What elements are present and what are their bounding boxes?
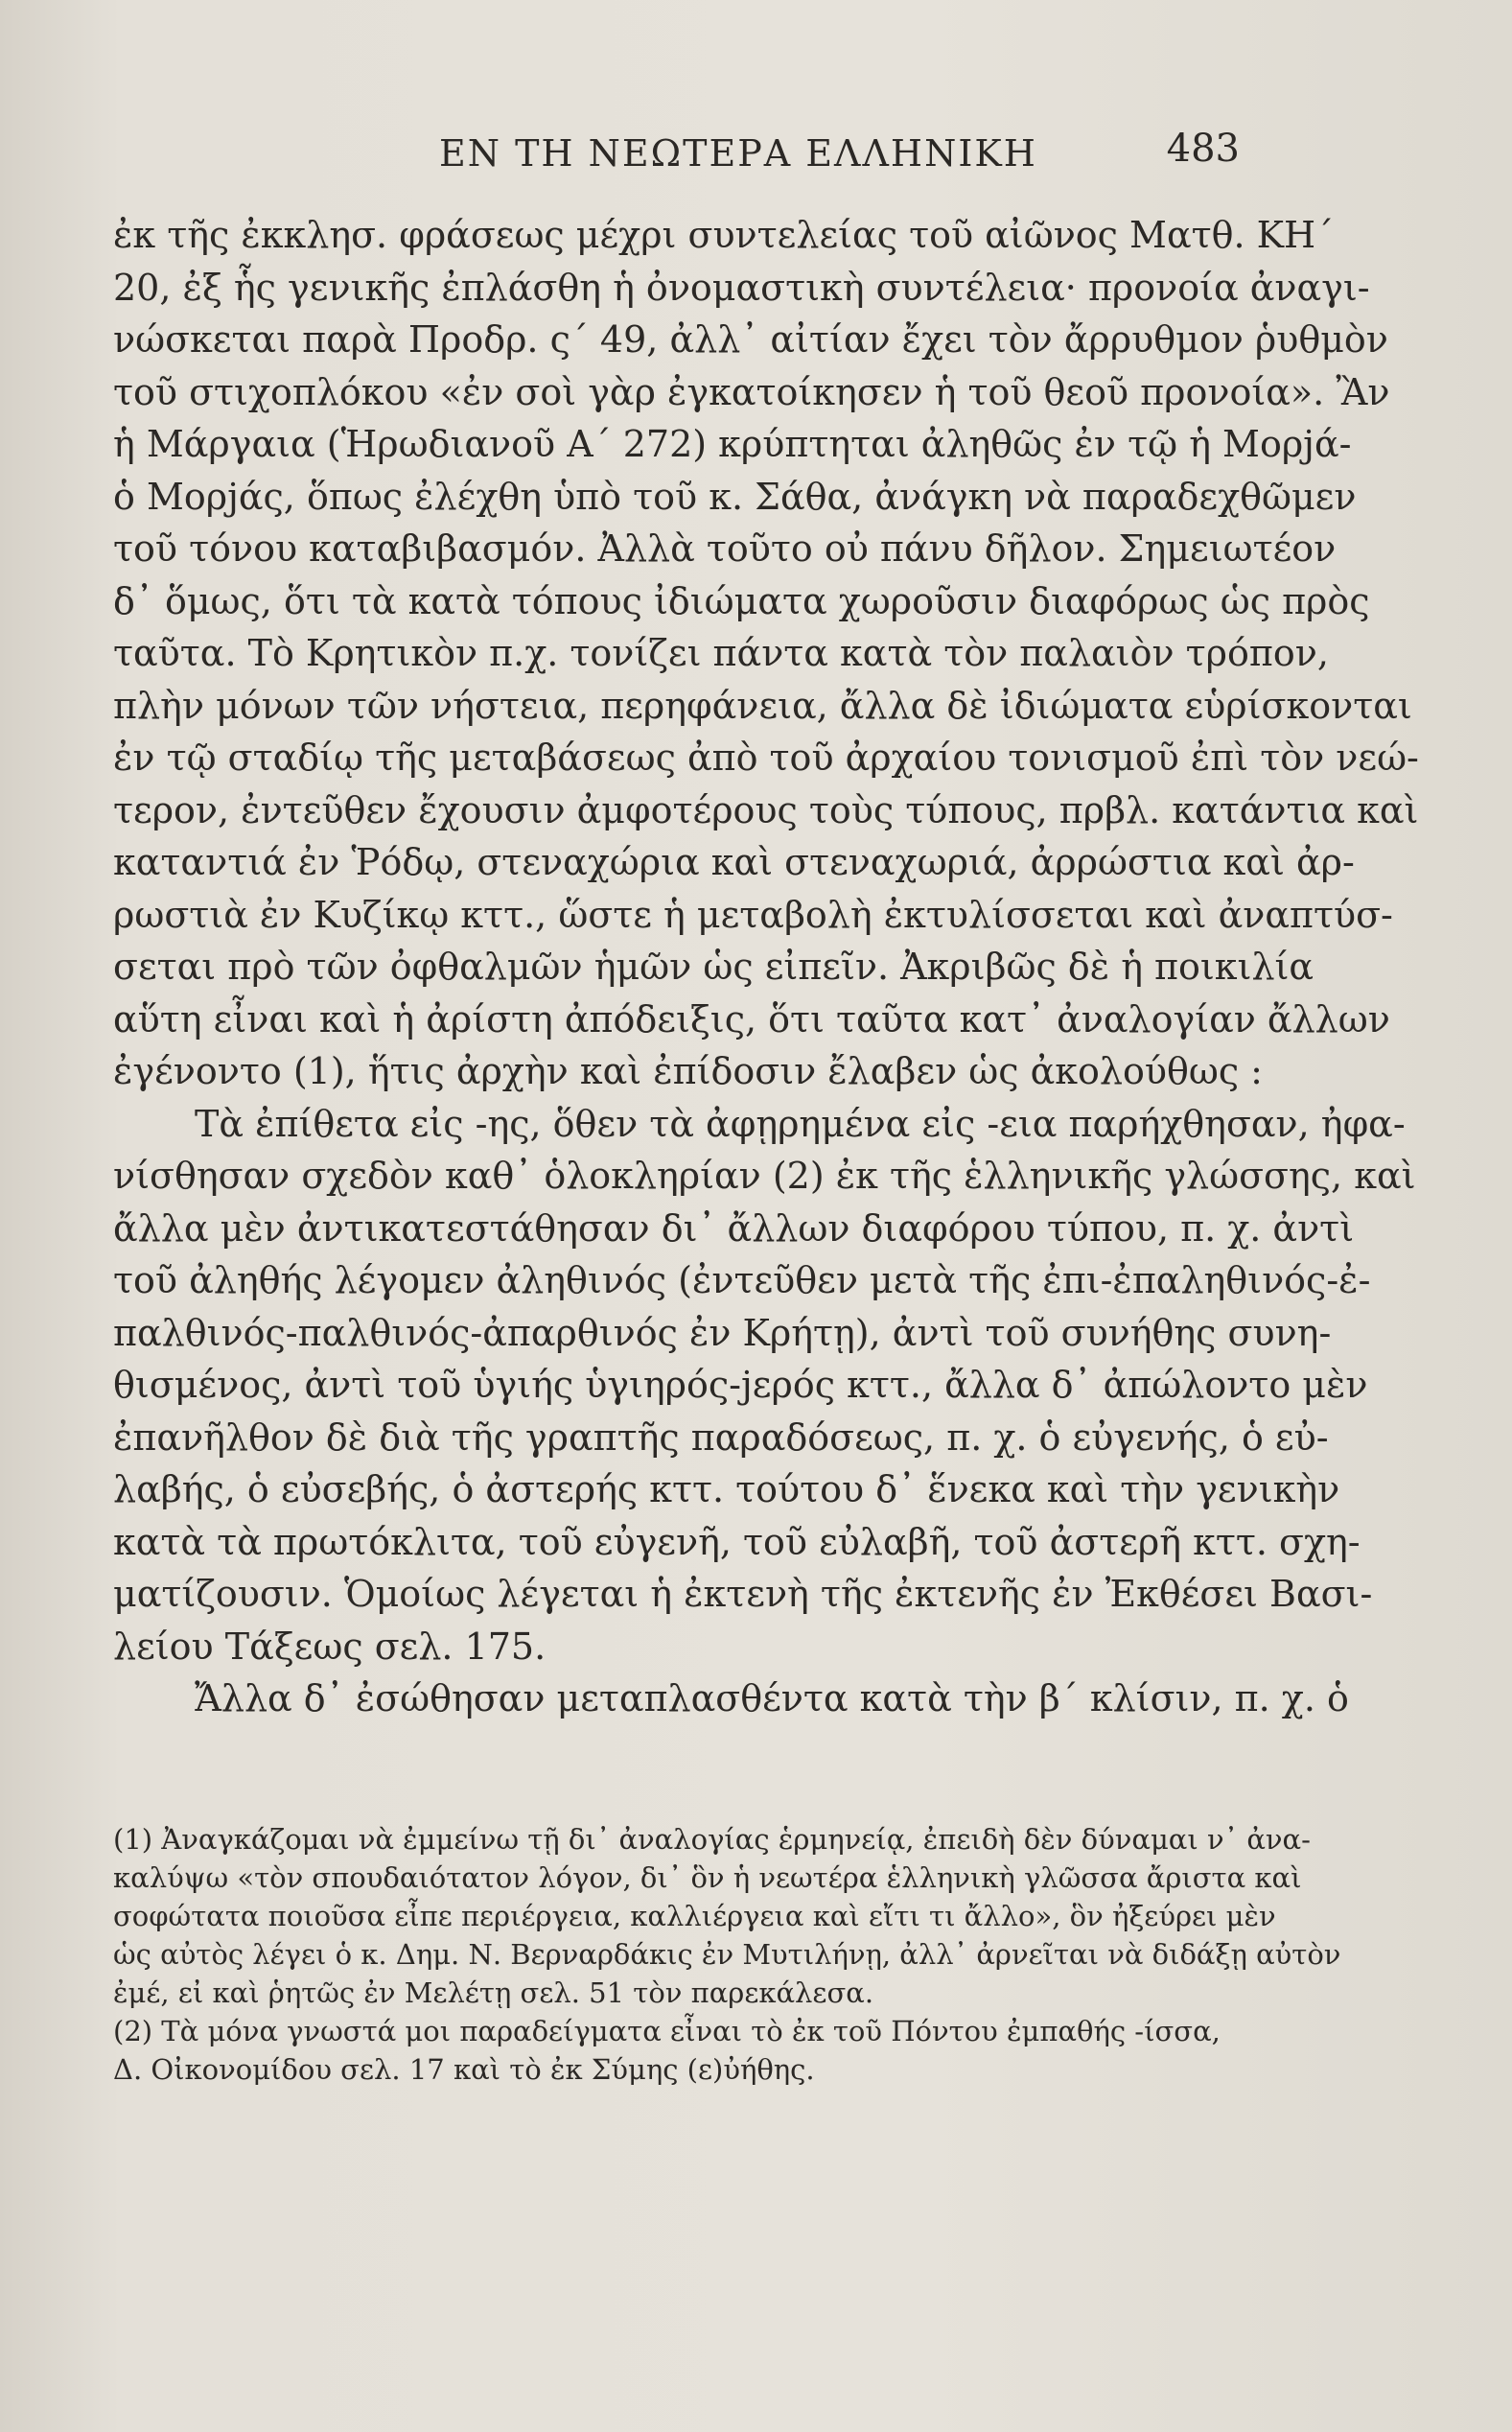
text-line: τοῦ ἀληθής λέγομεν ἀληθινός (ἐντεῦθεν μετὰ τῆς ἐπι-ἐπαληθινός-ἐ- [113,1259,1371,1301]
text-line: λαβής, ὁ εὐσεβής, ὁ ἀστερής κττ. τούτου δ᾽ ἕνεκα καὶ τὴν γενικὴν [113,1468,1340,1510]
text-line: κατὰ τὰ πρωτόκλιτα, τοῦ εὐγενῆ, τοῦ εὐλαβῆ, τοῦ ἀστερῆ κττ. σχη- [113,1520,1361,1563]
text-line: θισμένος, ἀντὶ τοῦ ὑγιής ὑγιηρός-jερός κττ., ἄλλα δ᾽ ἀπώλοντο μὲν [113,1364,1368,1406]
text-line: ἐπανῆλθον δὲ διὰ τῆς γραπτῆς παραδόσεως, π. χ. ὁ εὐγενής, ὁ εὐ- [113,1415,1329,1459]
footnote-line: (2) Τὰ μόνα γνωστά μοι παραδείγματα εἶναι τὸ ἐκ τοῦ Πόντου ἐμπαθής -ίσσα, [113,2015,1221,2047]
text-line: ὁ Μορjάς, ὅπως ἐλέχθη ὑπὸ τοῦ κ. Σάθα, ἀνάγκη νὰ παραδεχθῶμεν [113,475,1357,518]
text-line: Τὰ ἐπίθετα εἰς -ης, ὅθεν τὰ ἀφῃρημένα εἰς -εια παρήχθησαν, ἠφα- [195,1102,1406,1145]
text-line: ἄλλα μὲν ἀντικατεστάθησαν δι᾽ ἄλλων διαφόρου τύπου, π. χ. ἀντὶ [113,1206,1355,1250]
text-line: ματίζουσιν. Ὁμοίως λέγεται ἡ ἐκτενὴ τῆς ἐκτενῆς ἐν Ἐκθέσει Βασι- [113,1573,1373,1615]
footnote-line: σοφώτατα ποιοῦσα εἶπε περιέργεια, καλλιέργεια καὶ εἴτι τι ἄλλο», ὃν ἠξεύρει μὲν [113,1900,1276,1932]
text-line: ἐκ τῆς ἐκκλησ. φράσεως μέχρι συντελείας τοῦ αἰῶνος Ματθ. ΚΗ΄ [113,214,1335,256]
page-number: 483 [1166,127,1240,171]
footnote-line: ὡς αὐτὸς λέγει ὁ κ. Δημ. Ν. Βερναρδάκις ἐν Μυτιλήνῃ, ἀλλ᾽ ἀρνεῖται νὰ διδάξῃ αὐτὸν [113,1938,1341,1971]
running-head: ΕΝ ΤΗ ΝΕΩΤΕΡΑ ΕΛΛΗΝΙΚΗ [439,132,1037,175]
text-line: ἐγένοντο (1), ἥτις ἀρχὴν καὶ ἐπίδοσιν ἔλαβεν ὡς ἀκολούθως : [113,1050,1263,1092]
footnotes [113,1820,1341,2089]
text-line: τερον, ἐντεῦθεν ἔχουσιν ἀμφοτέρους τοὺς τύπους, πρβλ. κατάντια καὶ [113,788,1419,831]
text-line: καταντιά ἐν Ῥόδῳ, στεναχώρια καὶ στεναχωριά, ἀρρώστια καὶ ἀρ- [113,841,1355,883]
page-header [113,127,1240,190]
text-line: Ἄλλα δ᾽ ἐσώθησαν μεταπλασθέντα κατὰ τὴν β΄ κλίσιν, π. χ. ὁ [195,1677,1349,1719]
text-line: ἐν τῷ σταδίῳ τῆς μεταβάσεως ἀπὸ τοῦ ἀρχαίου τονισμοῦ ἐπὶ τὸν νεώ- [113,737,1419,779]
footnote-line: (1) Ἀναγκάζομαι νὰ ἐμμείνω τῇ δι᾽ ἀναλογίας ἑρμηνείᾳ, ἐπειδὴ δὲν δύναμαι ν᾽ ἀνα- [113,1823,1311,1856]
text-line: τοῦ στιχοπλόκου «ἐν σοὶ γὰρ ἐγκατοίκησεν ἡ τοῦ θεοῦ προνοία». Ἂν [113,370,1390,413]
text-line: αὕτη εἶναι καὶ ἡ ἀρίστη ἀπόδειξις, ὅτι ταῦτα κατ᾽ ἀναλογίαν ἄλλων [113,997,1390,1041]
text-line: τοῦ τόνου καταβιβασμόν. Ἀλλὰ τοῦτο οὐ πάνυ δῆλον. Σημειωτέον [113,527,1337,570]
text-line: 20, ἐξ ἧς γενικῆς ἐπλάσθη ἡ ὀνομαστικὴ συντέλεια· προνοία ἀναγι- [113,266,1370,309]
body-text [113,209,1419,1725]
footnote-line: καλύψω «τὸν σπουδαιότατον λόγον, δι᾽ ὃν ἡ νεωτέρα ἑλληνικὴ γλῶσσα ἄριστα καὶ [113,1861,1302,1894]
text-line: λείου Τάξεως σελ. 175. [113,1625,547,1668]
footnote-line: Δ. Οἰκονομίδου σελ. 17 καὶ τὸ ἐκ Σύμης (ε)ὐήθης. [113,2053,815,2086]
text-line: νίσθησαν σχεδὸν καθ᾽ ὁλοκληρίαν (2) ἐκ τῆς ἑλληνικῆς γλώσσης, καὶ [113,1155,1416,1197]
text-line: ἡ Μάργαια (Ἡρωδιανοῦ Α΄ 272) κρύπτηται ἀληθῶς ἐν τῷ ἡ Μορjά- [113,423,1352,465]
text-line: παλθινός-παλθινός-ἀπαρθινός ἐν Κρήτῃ), ἀντὶ τοῦ συνήθης συνη- [113,1311,1332,1354]
text-line: δ᾽ ὅμως, ὅτι τὰ κατὰ τόπους ἰδιώματα χωροῦσιν διαφόρως ὡς πρὸς [113,579,1370,622]
footnote-line: ἐμέ, εἰ καὶ ῥητῶς ἐν Μελέτῃ σελ. 51 τὸν παρεκάλεσα. [113,1976,874,2009]
text-line: σεται πρὸ τῶν ὀφθαλμῶν ἡμῶν ὡς εἰπεῖν. Ἀκριβῶς δὲ ἡ ποικιλία [113,946,1314,988]
text-line: ρωστιὰ ἐν Κυζίκῳ κττ., ὥστε ἡ μεταβολὴ ἐκτυλίσσεται καὶ ἀναπτύσ- [113,893,1393,936]
text-line: ταῦτα. Τὸ Κρητικὸν π.χ. τονίζει πάντα κατὰ τὸν παλαιὸν τρόπον, [113,632,1329,674]
text-line: πλὴν μόνων τῶν νήστεια, περηφάνεια, ἄλλα δὲ ἰδιώματα εὑρίσκονται [113,684,1412,727]
text-line: νώσκεται παρὰ Προδρ. ς΄ 49, ἀλλ᾽ αἰτίαν ἔχει τὸν ἄρρυθμον ῥυθμὸν [113,318,1388,361]
